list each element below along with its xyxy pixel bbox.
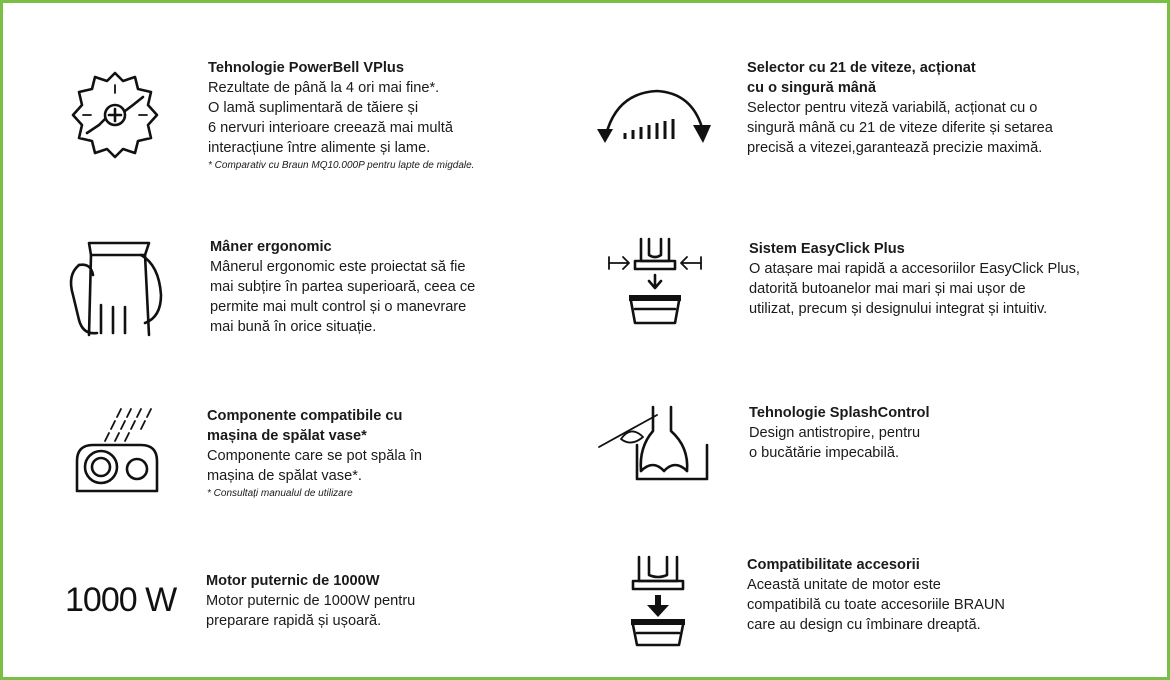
blade-gear-icon bbox=[65, 65, 165, 165]
feature-splashcontrol bbox=[749, 403, 1079, 463]
feature-description: Mânerul ergonomic este proiectat să fie mai subțire în partea superioară, ceea ce permite mai mult control și o manevrare mai bună în orice situație. bbox=[210, 259, 476, 335]
accessory-attach-icon bbox=[625, 553, 691, 649]
feature-description: Rezultate de până la 4 ori mai fine*. O lamă suplimentară de tăiere și 6 nervuri interioare creează mai multă interacțiune între alimente și lame. bbox=[208, 80, 453, 156]
feature-powerbell bbox=[208, 58, 568, 172]
feature-description: Motor puternic de 1000W pentru preparare rapidă și ușoară. bbox=[206, 593, 416, 629]
hand-grip-icon bbox=[61, 235, 171, 340]
feature-title: Tehnologie SplashControl bbox=[749, 405, 930, 421]
feature-easyclick bbox=[749, 239, 1149, 319]
splash-control-icon bbox=[595, 401, 713, 483]
feature-title: Compatibilitate accesorii bbox=[747, 557, 920, 573]
feature-footnote: * Consultați manualul de utilizare bbox=[207, 488, 353, 499]
feature-title: Motor puternic de 1000W bbox=[206, 573, 380, 589]
wattage-label: 1000 W bbox=[65, 581, 177, 619]
easyclick-icon bbox=[605, 235, 705, 327]
feature-title: Componente compatibile cu mașina de spălat vase* bbox=[207, 408, 403, 444]
feature-description: Componente care se pot spăla în mașina de spălat vase*. bbox=[207, 448, 422, 484]
feature-description: Această unitate de motor este compatibilă cu toate accesoriile BRAUN care au design cu îmbinare dreaptă. bbox=[747, 577, 1005, 633]
feature-title: Selector cu 21 de viteze, acționat cu o singură mână bbox=[747, 60, 976, 96]
feature-motor bbox=[206, 571, 536, 631]
feature-title: Sistem EasyClick Plus bbox=[749, 241, 905, 257]
feature-title: Mâner ergonomic bbox=[210, 239, 332, 255]
feature-description: Selector pentru viteză variabilă, acționat cu o singură mână cu 21 de viteze diferite și setarea precisă a vitezei,garantează precizie maximă. bbox=[747, 100, 1053, 156]
feature-accessory-compat bbox=[747, 555, 1107, 635]
feature-description: Design antistropire, pentru o bucătărie impecabilă. bbox=[749, 425, 921, 461]
feature-footnote: * Comparativ cu Braun MQ10.000P pentru lapte de migdale. bbox=[208, 160, 475, 171]
speed-selector-icon bbox=[595, 85, 713, 147]
feature-description: O atașare mai rapidă a accesoriilor EasyClick Plus, datorită butoanelor mai mari și mai ușor de utilizat, precum și designului integrat și intuitiv. bbox=[749, 261, 1080, 317]
dishwasher-icon bbox=[71, 405, 165, 499]
feature-ergonomic-handle bbox=[210, 237, 540, 337]
feature-title: Tehnologie PowerBell VPlus bbox=[208, 60, 404, 76]
feature-dishwasher bbox=[207, 406, 537, 500]
feature-speed-selector bbox=[747, 58, 1147, 158]
